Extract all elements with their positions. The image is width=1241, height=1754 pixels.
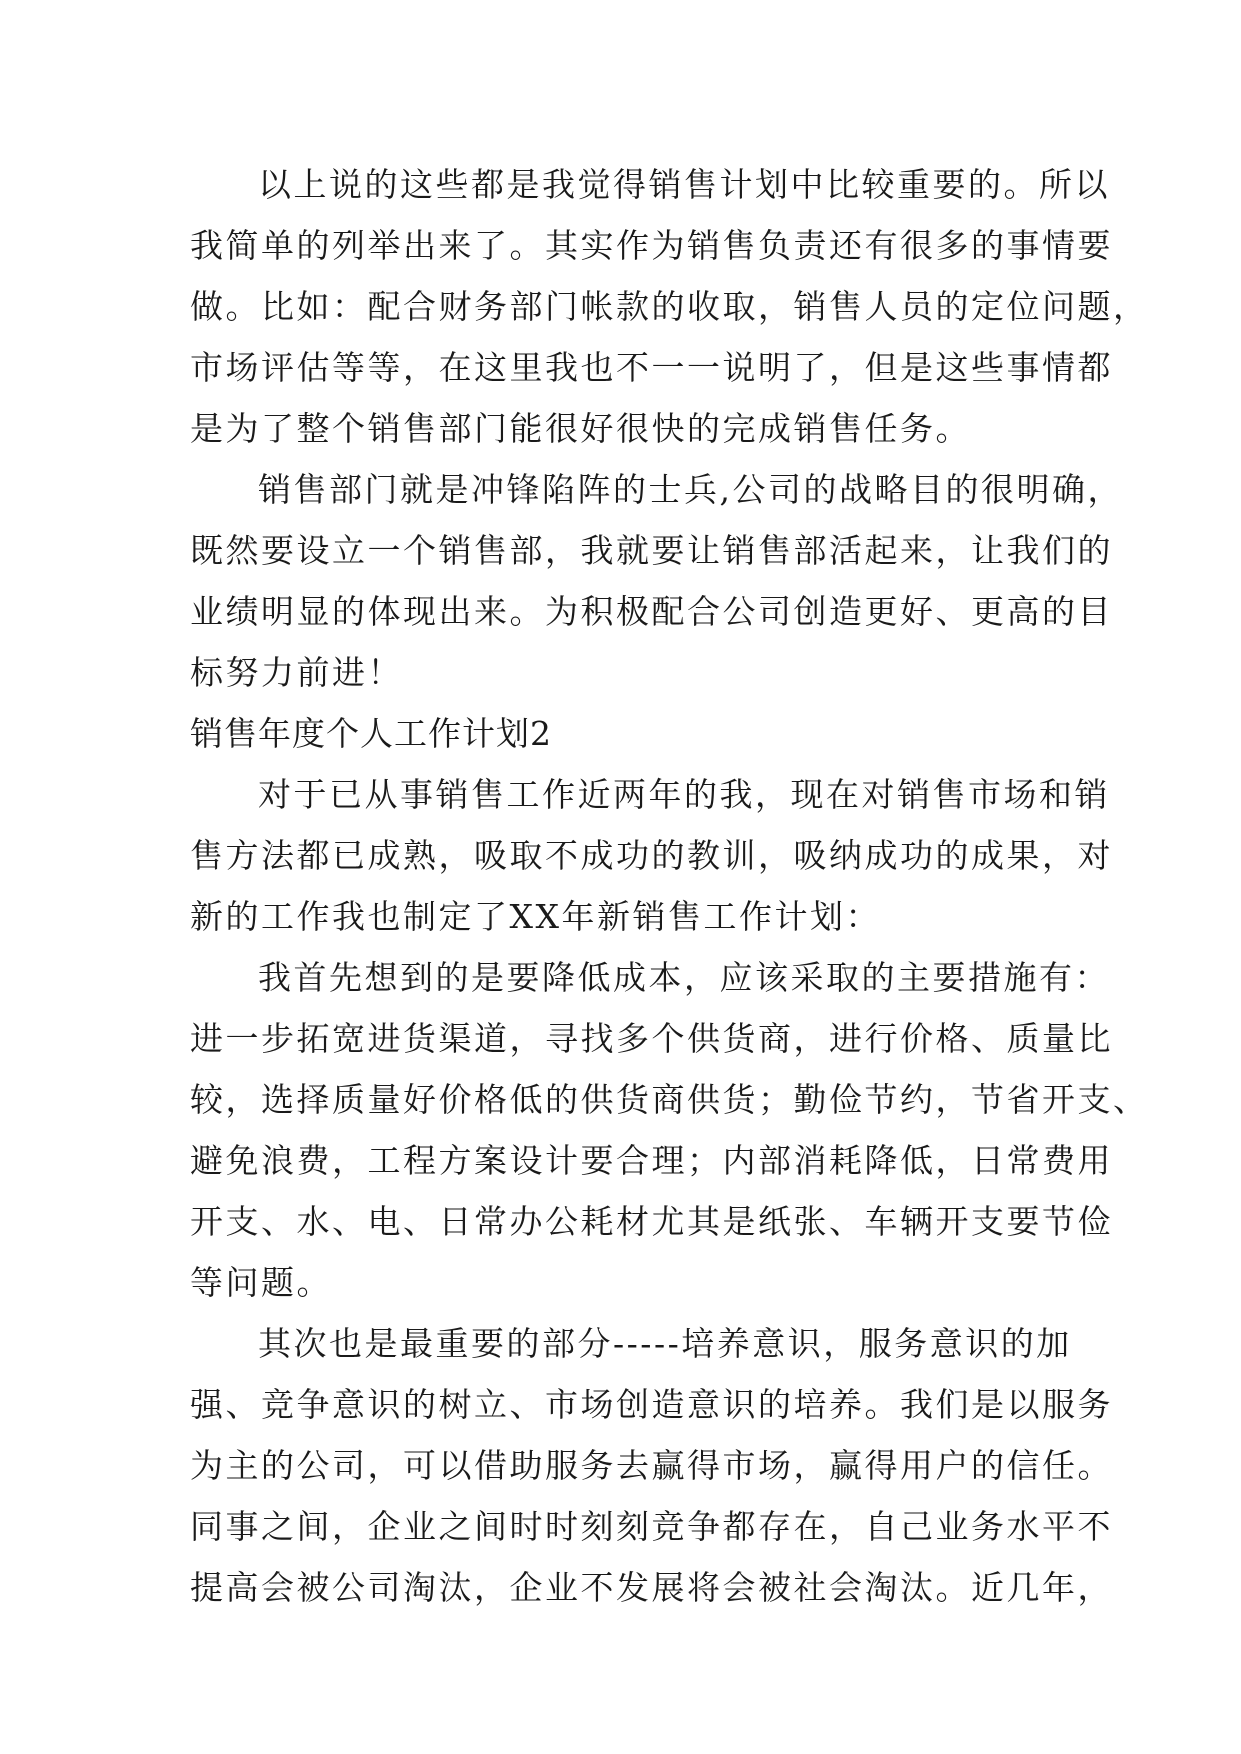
text-line: 标努力前进！ <box>190 653 403 692</box>
text-line: 新的工作我也制定了XX年新销售工作计划： <box>190 897 881 936</box>
text-line: 等问题。 <box>190 1263 332 1302</box>
paragraph-sales-department <box>190 459 1123 703</box>
text-line: 同事之间，企业之间时时刻刻竞争都存在，自己业务水平不 <box>190 1507 1113 1546</box>
paragraph-new-plan-intro <box>190 764 1113 947</box>
section-title: 销售年度个人工作计划2 <box>190 714 552 753</box>
text-line: 是为了整个销售部门能很好很快的完成销售任务。 <box>190 409 971 448</box>
text-line: 强、竞争意识的树立、市场创造意识的培养。我们是以服务 <box>190 1385 1113 1424</box>
document-body <box>190 154 1149 1618</box>
text-line: 以上说的这些都是我觉得销售计划中比较重要的。所以 <box>258 165 1110 204</box>
text-line: 我首先想到的是要降低成本，应该采取的主要措施有： <box>258 958 1110 997</box>
text-line: 做。比如：配合财务部门帐款的收取，销售人员的定位问题， <box>190 287 1149 326</box>
text-line: 销售部门就是冲锋陷阵的士兵,公司的战略目的很明确， <box>258 470 1123 509</box>
text-line: 我简单的列举出来了。其实作为销售负责还有很多的事情要 <box>190 226 1113 265</box>
text-line: 较，选择质量好价格低的供货商供货；勤俭节约，节省开支、 <box>190 1080 1149 1119</box>
paragraph-cost-reduction <box>190 947 1149 1313</box>
text-line: 进一步拓宽进货渠道，寻找多个供货商，进行价格、质量比 <box>190 1019 1113 1058</box>
text-line: 为主的公司，可以借助服务去赢得市场，赢得用户的信任。 <box>190 1446 1113 1485</box>
text-line: 开支、水、电、日常办公耗材尤其是纸张、车辆开支要节俭 <box>190 1202 1113 1241</box>
text-line: 市场评估等等，在这里我也不一一说明了，但是这些事情都 <box>190 348 1113 387</box>
paragraph-awareness-training <box>190 1313 1113 1618</box>
text-line: 提高会被公司淘汰，企业不发展将会被社会淘汰。近几年， <box>190 1568 1113 1607</box>
text-line: 售方法都已成熟，吸取不成功的教训，吸纳成功的成果，对 <box>190 836 1113 875</box>
text-line: 避免浪费，工程方案设计要合理；内部消耗降低，日常费用 <box>190 1141 1113 1180</box>
paragraph-sales-plan-summary <box>190 154 1149 459</box>
text-line: 其次也是最重要的部分-----培养意识，服务意识的加 <box>258 1324 1072 1363</box>
text-line: 既然要设立一个销售部，我就要让销售部活起来，让我们的 <box>190 531 1113 570</box>
section-heading <box>190 703 1070 764</box>
text-line: 业绩明显的体现出来。为积极配合公司创造更好、更高的目 <box>190 592 1113 631</box>
text-line: 对于已从事销售工作近两年的我，现在对销售市场和销 <box>258 775 1110 814</box>
